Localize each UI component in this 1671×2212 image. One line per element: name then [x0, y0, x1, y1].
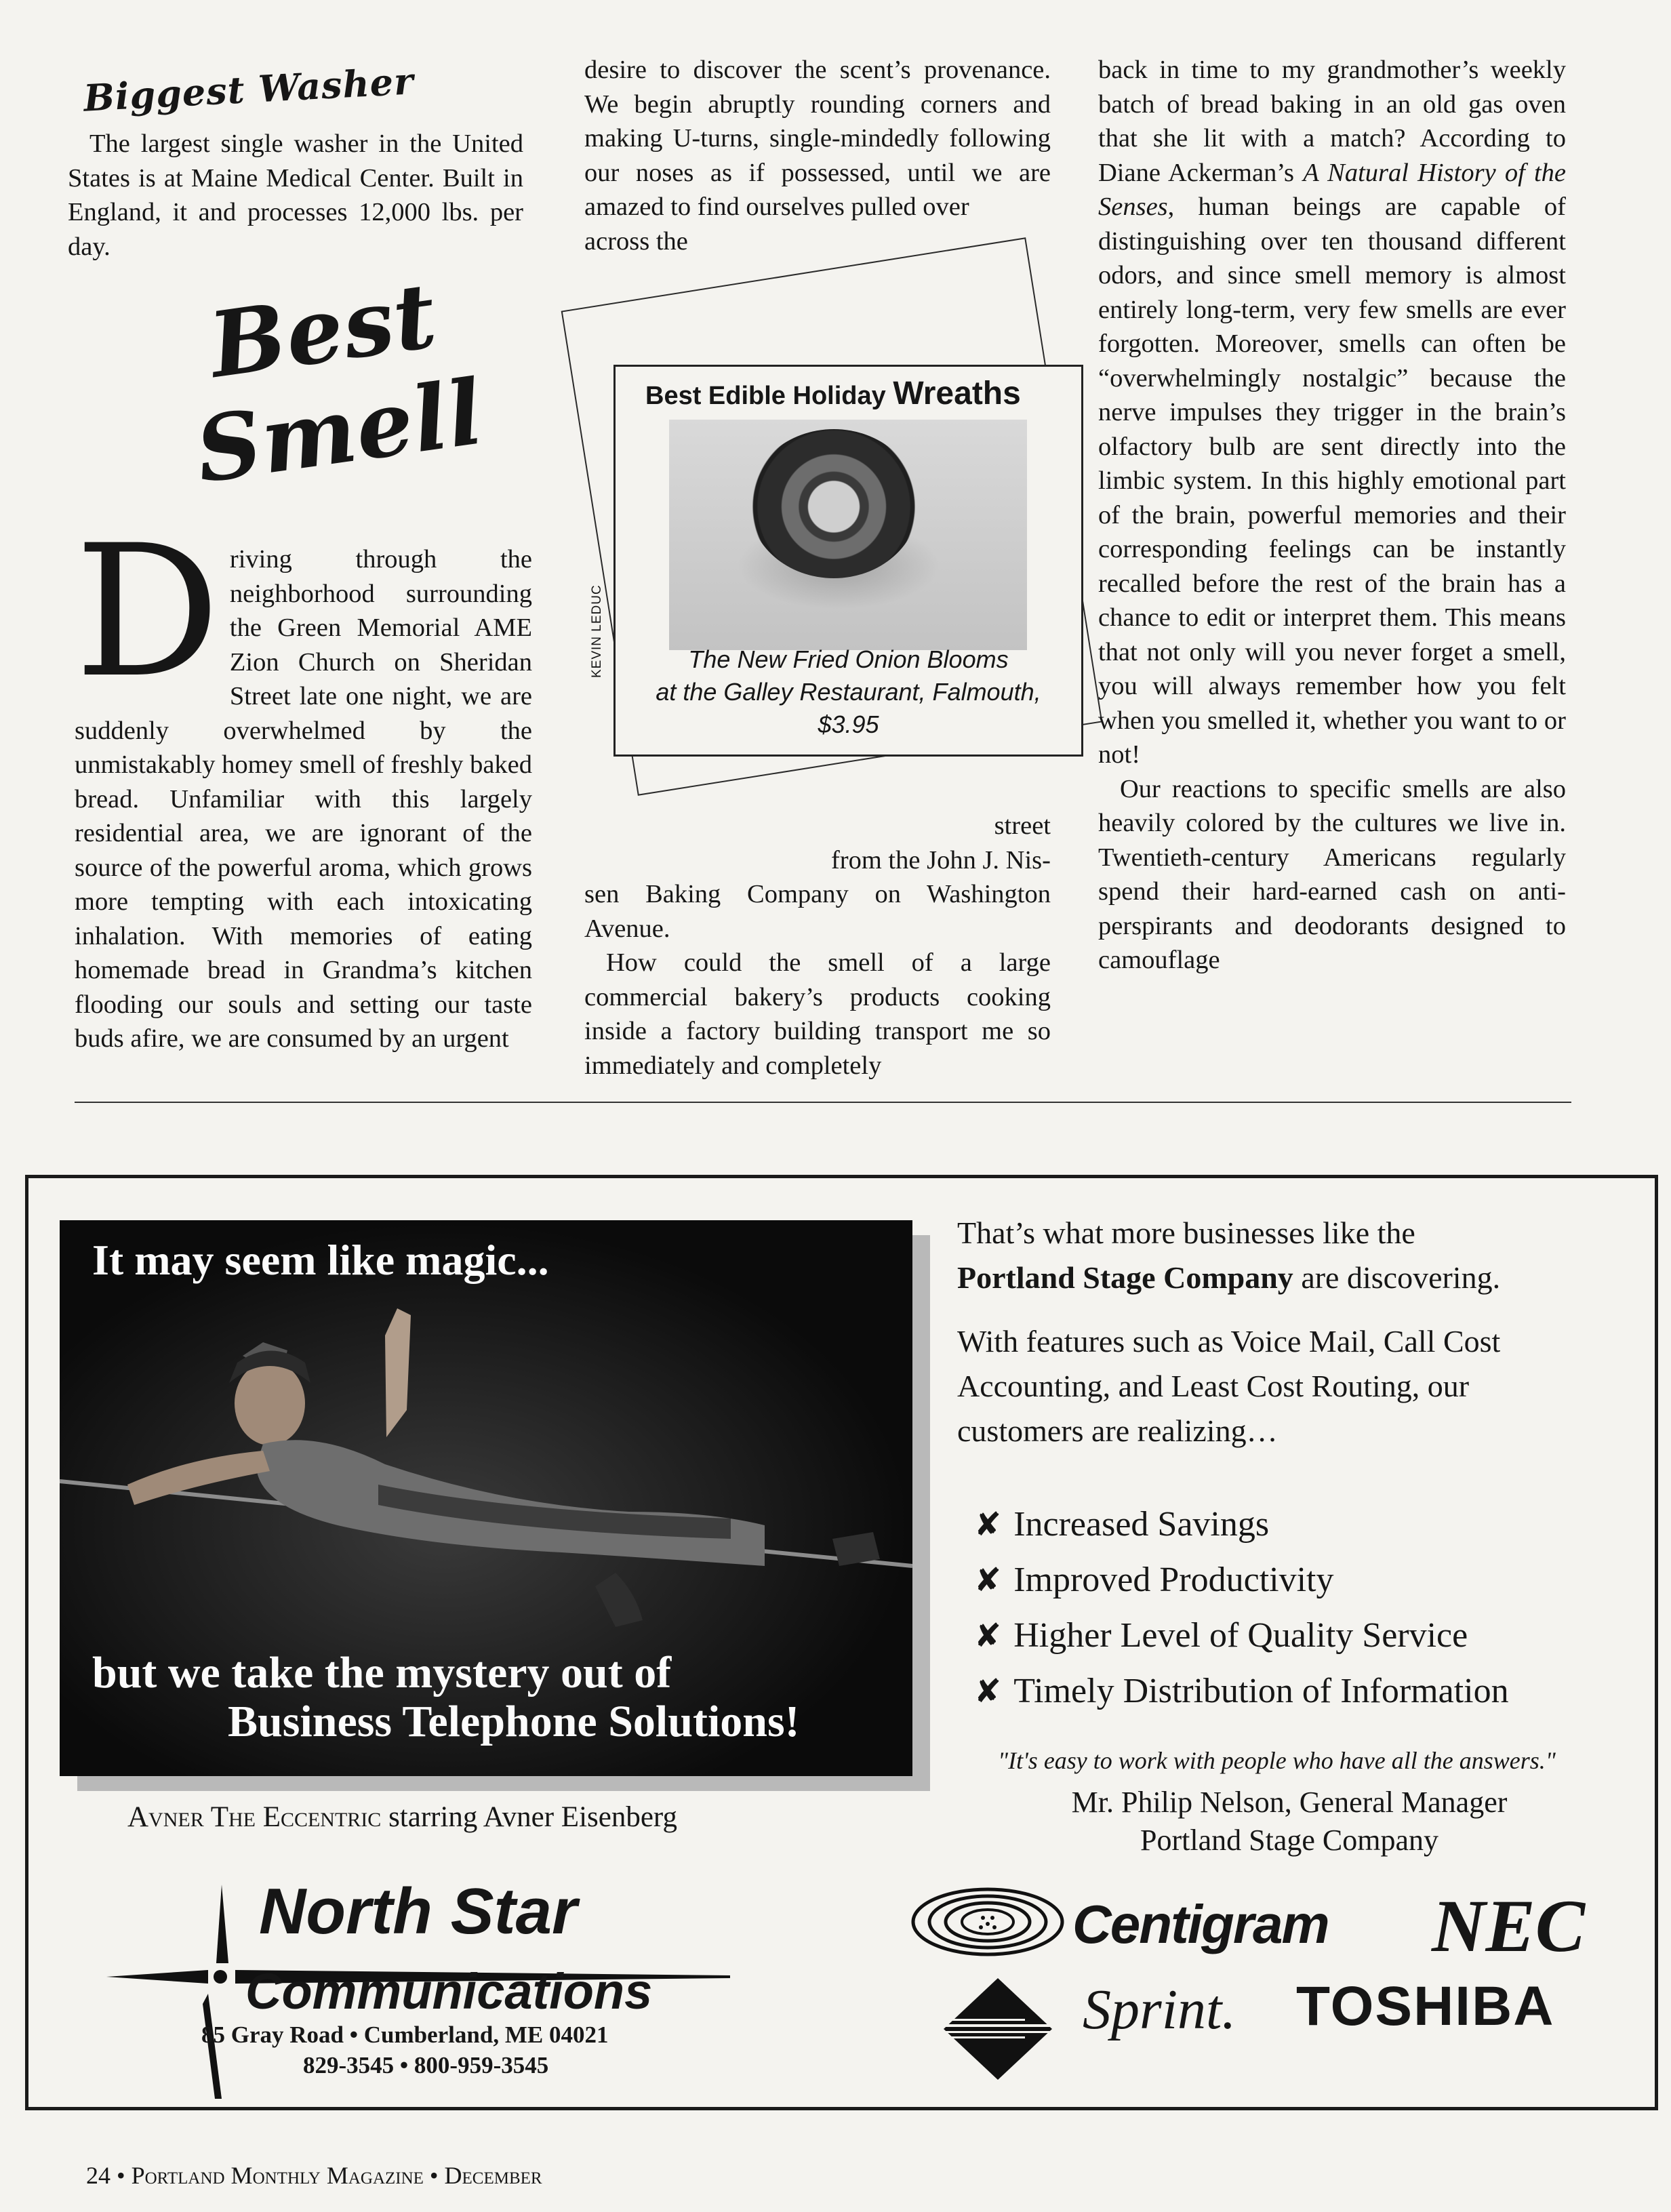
- sprint-diamond-icon: [923, 1978, 1072, 2080]
- drop-cap: D: [75, 506, 220, 718]
- x-mark-icon: ✘: [974, 1561, 1002, 1599]
- inset-caption: The New Fried Onion Blooms at the Galley Restaurant, Falmouth, $3.95: [656, 645, 1041, 738]
- ad-features: With features such as Voice Mail, Call Cost Accounting, and Least Cost Routing, our customers are realizing…: [957, 1324, 1501, 1448]
- x-mark-icon: ✘: [974, 1506, 1002, 1544]
- nec-logo: NEC: [1432, 1885, 1586, 1967]
- article-column-2-bottom: street from the John J. Nis- sen Baking Company on Washington Avenue. How could the smell of a large commercial bakery’s products cooking inside a factory building transport me so immediately and completely: [584, 811, 1051, 1080]
- best-smell-heading-line2: Smell: [189, 359, 489, 504]
- section-divider: [75, 1102, 1571, 1103]
- column-1-text: riving through the neighborhood surrounding the Green Memorial AME Zion Church on Sheridan Street late one night, we are suddenly overwhelmed by the unmistakably homey smell of freshly baked bread. Unfamiliar with this largely residential area, we are ignorant of the source of the powerful aroma, which grows more tempting with each intoxicating inhalation. With memories of eating homemade bread in Grandma’s kitchen flooding our souls and setting our taste buds afire, we are consumed by an urgent: [75, 545, 532, 1053]
- company-address: 85 Gray Road • Cumberland, ME 04021: [201, 2022, 609, 2048]
- benefit-item: ✘ Improved Productivity: [974, 1561, 1334, 1599]
- benefit-item: ✘ Timely Distribution of Information: [974, 1672, 1509, 1710]
- article-column-2-top: desire to discover the scent’s provenance. We begin abruptly rounding corners and making U-turns, single-mindedly following our noses as if possessed, until we are amazed to find ourselves pulled over across the: [584, 56, 1051, 256]
- company-name: North Star: [259, 1875, 578, 1948]
- magician-photo: [60, 1220, 912, 1776]
- onion-bloom-photo: [669, 420, 1027, 650]
- ad-headline-bottom-1: but we take the mystery out of: [92, 1648, 672, 1697]
- washer-text: The largest single washer in the United States is at Maine Medical Center. Built in England, it and processes 12,000 lbs. per day.: [68, 129, 523, 261]
- page-footer: 24 • Portland Monthly Magazine • December: [86, 2162, 542, 2189]
- centigram-logo-icon: [910, 1887, 1066, 1958]
- north-star-advertisement: [25, 1175, 1658, 2110]
- ad-headline-bottom-2: Business Telephone Solutions!: [228, 1697, 800, 1746]
- inset-card: [613, 365, 1083, 757]
- company-name-line-2: Communications: [245, 1963, 653, 2019]
- toshiba-logo: TOSHIBA: [1296, 1975, 1555, 2037]
- x-mark-icon: ✘: [974, 1617, 1002, 1655]
- article-column-1: [75, 506, 532, 1056]
- sprint-logo: Sprint.: [1083, 1978, 1236, 2041]
- benefits-list: [974, 1497, 1509, 1719]
- best-smell-heading-line1: Best: [203, 262, 443, 399]
- inset-title: Best Edible Holiday Wreaths: [645, 376, 1021, 411]
- benefit-item: ✘ Higher Level of Quality Service: [974, 1616, 1468, 1655]
- x-mark-icon: ✘: [974, 1672, 1002, 1710]
- article-column-3: back in time to my grandmother’s weekly batch of bread baking in an old gas oven that she lit with a match? According to Diane Ackerman’s A Natural History of the Senses, human beings are capable of distinguishing over ten thousand different odors, and since smell memory is almost entirely long-term, very few smells are ever forgotten. Moreover, smells can often be “overwhelmingly nostalgic” because the nerve impulses they trigger in the brain’s olfactory bulb are sent directly into the limbic system. In this highly emotional part of the brain, powerful memories and their corresponding feelings can be instantly recalled before the rest of the brain has a chance to edit or interpret them. This means that not only will you never forget a smell, you will always remember how you felt when you smelled it, whether you want to or not! Our reactions to specific smells are also heavily colored by the cultures we live in. Twentieth-century Americans regularly spend their hard-earned cash on anti-perspirants and deodorants designed to camouflage: [1098, 56, 1567, 974]
- testimonial-quote: "It's easy to work with people who have all the answers.": [998, 1747, 1556, 1774]
- photo-credit: KEVIN LEDUC: [590, 584, 604, 678]
- company-phones: 829-3545 • 800-959-3545: [303, 2052, 549, 2078]
- testimonial-attribution: Mr. Philip Nelson, General Manager Portland Stage Company: [1071, 1786, 1508, 1857]
- ad-headline-top: It may seem like magic...: [92, 1236, 549, 1284]
- benefit-item: ✘ Increased Savings: [974, 1505, 1270, 1544]
- ad-intro: That’s what more businesses like the Portland Stage Company are discovering.: [957, 1215, 1501, 1295]
- washer-heading: Biggest Washer: [82, 59, 415, 120]
- centigram-logo: Centigram: [1072, 1894, 1329, 1954]
- photo-caption: Avner The Eccentric starring Avner Eisenberg: [127, 1801, 677, 1833]
